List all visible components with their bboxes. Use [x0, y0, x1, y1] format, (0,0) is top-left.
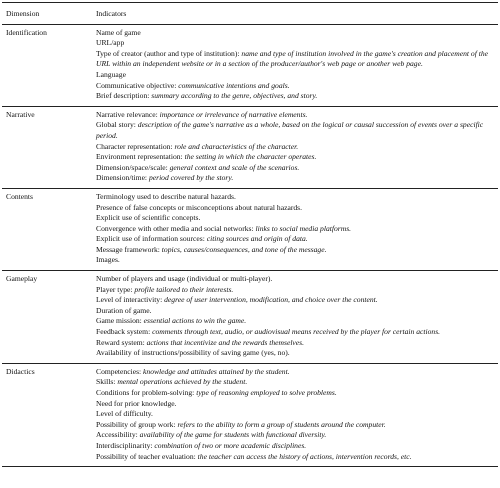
indicators-table-container [2, 2, 498, 467]
indicator-item [96, 316, 494, 327]
indicators-cell [92, 106, 498, 188]
indicator-label: Name of game [96, 27, 141, 37]
dimension-cell: Gameplay [2, 271, 92, 364]
dimension-cell: Identification [2, 24, 92, 106]
indicator-description: topics, causes/consequences, and tone of the message. [161, 244, 327, 254]
indicator-label: Terminology used to describe natural hazards. [96, 191, 236, 201]
indicator-description: degree of user intervention, modification, and choice over the content. [164, 295, 378, 305]
indicator-item [96, 192, 494, 203]
indicator-item [96, 152, 494, 163]
indicator-label: Level of interactivity: [96, 295, 165, 305]
dimension-cell: Narrative [2, 106, 92, 188]
indicator-item [96, 377, 494, 388]
indicator-label: Environment representation: [96, 152, 185, 162]
indicators-cell [92, 271, 498, 364]
indicator-label: Player type: [96, 284, 135, 294]
table-row-narrative [2, 106, 498, 188]
indicator-item [96, 452, 494, 463]
indicator-label: Possibility of teacher evaluation: [96, 451, 198, 461]
indicator-description: summary according to the genre, objectives, and story. [151, 91, 318, 101]
indicator-description: the teacher can access the history of actions, intervention records, etc. [197, 451, 412, 461]
indicator-label: Possibility of group work: [96, 419, 178, 429]
indicator-item [96, 327, 494, 338]
indicator-label: Explicit use of scientific concepts. [96, 213, 201, 223]
indicator-item [96, 203, 494, 214]
indicator-label: Message framework: [96, 244, 162, 254]
indicator-item [96, 173, 494, 184]
indicator-description: profile tailored to their interests. [134, 284, 234, 294]
indicator-item [96, 388, 494, 399]
indicator-label: Need for prior knowledge. [96, 398, 177, 408]
dimension-cell: Didactics [2, 363, 92, 466]
indicator-label: Skills: [96, 377, 118, 387]
indicator-label: Brief description: [96, 91, 152, 101]
indicator-item [96, 255, 494, 266]
indicator-description: refers to the ability to form a group of students around the computer. [177, 419, 386, 429]
table-body [2, 24, 498, 467]
indicator-item [96, 274, 494, 285]
indicators-cell [92, 188, 498, 270]
indicator-item [96, 234, 494, 245]
indicator-item [96, 348, 494, 359]
indicator-description: importance or irrelevance of narrative elements. [159, 109, 308, 119]
indicator-item [96, 430, 494, 441]
indicator-label: Feedback system: [96, 327, 153, 337]
indicator-item [96, 110, 494, 121]
indicator-label: Explicit use of information sources: [96, 234, 207, 244]
indicator-description: type of reasoning employed to solve problems. [196, 388, 337, 397]
indicator-item [96, 28, 494, 39]
indicator-item [96, 245, 494, 256]
indicator-description: name and type of institution involved in the game's creation and placement of the URL within an independent website or in a section of the producer/author's web page or another web page. [96, 48, 489, 69]
indicator-label: Duration of game. [96, 305, 152, 315]
indicator-item [96, 224, 494, 235]
dimension-cell: Contents [2, 188, 92, 270]
indicator-item [96, 91, 494, 102]
indicator-label: Conditions for problem-solving: [96, 388, 197, 397]
indicator-description: role and characteristics of the character. [174, 141, 299, 151]
indicator-item [96, 420, 494, 431]
indicator-item [96, 81, 494, 92]
indicator-item [96, 38, 494, 49]
indicator-label: Dimension/space/scale: [96, 162, 170, 172]
indicator-label: Reward system: [96, 337, 147, 347]
indicator-description: description of the game's narrative as a whole, based on the logical or causal succession of events over a specific period. [96, 120, 484, 140]
indicator-description: general context and scale of the scenarios. [169, 162, 300, 172]
indicator-item [96, 306, 494, 317]
indicator-description: knowledge and attitudes attained by the student. [143, 366, 290, 376]
indicator-description: mental operations achieved by the student. [117, 377, 248, 387]
indicator-label: Interdisciplinarity: [96, 440, 155, 450]
dimension-column-header: Dimension [2, 3, 92, 25]
indicator-description: combination of two or more academic disciplines. [154, 440, 307, 450]
indicator-label: Competencies: [96, 366, 144, 376]
indicator-label: Accessibility: [96, 430, 140, 440]
indicator-item [96, 142, 494, 153]
indicator-item [96, 120, 494, 141]
indicator-label: Narrative relevance: [96, 109, 160, 119]
indicator-description: citing sources and origin of data. [206, 234, 308, 244]
indicator-label: Type of creator (author and type of institution): [96, 48, 242, 58]
indicator-item [96, 367, 494, 378]
indicators-column-header: Indicators [92, 3, 498, 25]
indicator-label: Availability of instructions/possibility of saving game (yes, no). [96, 348, 290, 358]
indicator-description: availability of the game for students with functional diversity. [139, 430, 327, 440]
indicator-label: Level of difficulty. [96, 409, 153, 419]
indicator-label: Language [96, 69, 126, 79]
indicator-item [96, 338, 494, 349]
indicator-item [96, 163, 494, 174]
indicator-item [96, 399, 494, 410]
indicator-item [96, 213, 494, 224]
indicator-description: period covered by the story. [148, 173, 234, 183]
indicator-description: communicative intentions and goals. [178, 80, 290, 90]
indicator-label: Presence of false concepts or misconceptions about natural hazards. [96, 202, 303, 212]
indicator-item [96, 285, 494, 296]
indicator-label: Number of players and usage (individual or multi-player). [96, 274, 273, 284]
indicator-label: Character representation: [96, 141, 175, 151]
indicator-description: links to social media platforms. [255, 223, 352, 233]
indicator-description: the setting in which the character operates. [184, 152, 317, 162]
table-row-didactics [2, 363, 498, 466]
indicator-label: URL/app [96, 38, 125, 48]
indicators-cell [92, 24, 498, 106]
indicator-item [96, 409, 494, 420]
indicator-label: Global story: [96, 120, 138, 130]
indicator-description: essential actions to win the game. [143, 316, 247, 326]
indicator-description: comments through text, audio, or audiovisual means received by the player for certain actions. [152, 327, 441, 337]
indicator-item [96, 49, 494, 70]
indicators-table [2, 2, 498, 467]
indicator-label: Communicative objective: [96, 80, 179, 90]
indicator-label: Game mission: [96, 316, 144, 326]
table-row-gameplay [2, 271, 498, 364]
indicators-cell [92, 363, 498, 466]
indicator-item [96, 295, 494, 306]
indicator-item [96, 70, 494, 81]
indicator-label: Dimension/time: [96, 173, 149, 183]
table-row-identification [2, 24, 498, 106]
indicator-label: Convergence with other media and social networks: [96, 223, 256, 233]
indicator-description: actions that incentivize and the rewards themselves. [146, 337, 305, 347]
table-header-row [2, 3, 498, 25]
indicator-label: Images. [96, 255, 120, 265]
indicator-item [96, 441, 494, 452]
table-row-contents [2, 188, 498, 270]
